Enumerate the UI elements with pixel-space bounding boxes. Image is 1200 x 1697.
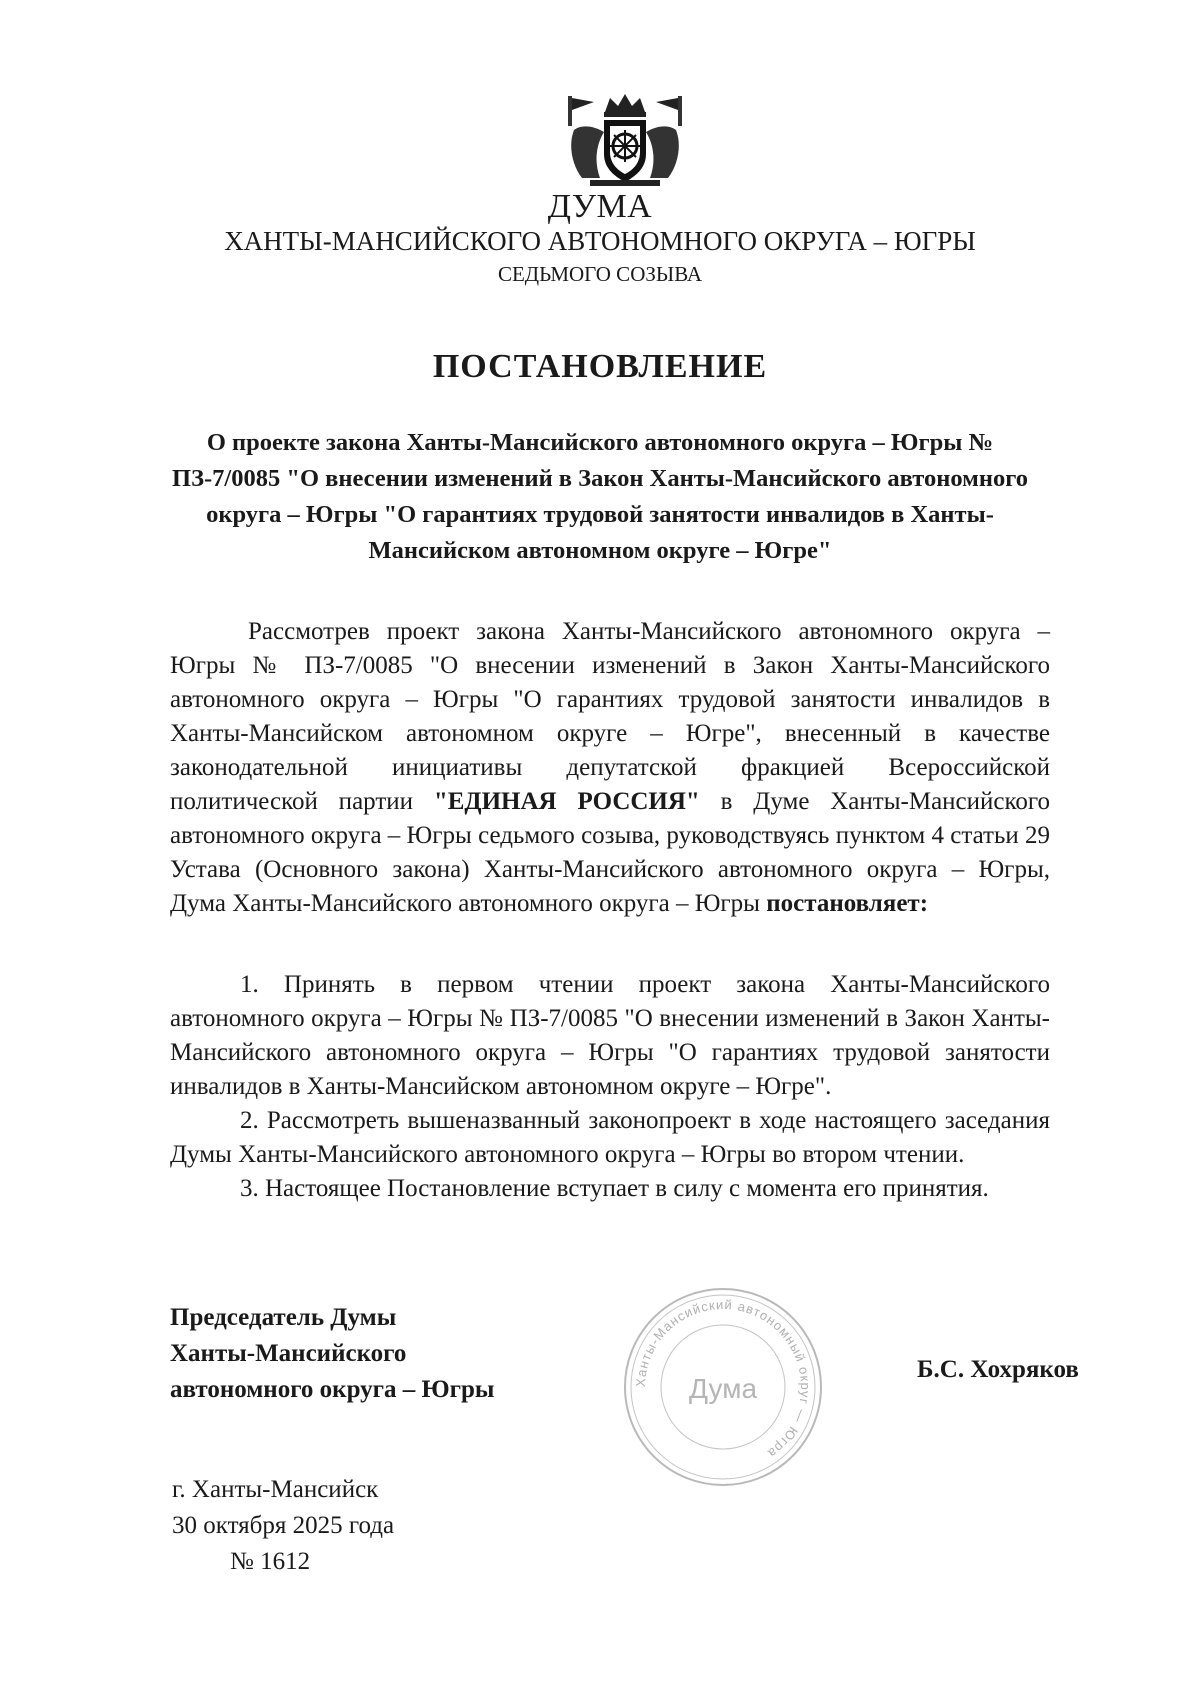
point-2: 2. Рассмотреть вышеназванный законопроект в ходе настоящего заседания Думы Ханты-Мансийского автономного округа – Югры во втором чтении. — [170, 1107, 1050, 1168]
decides-word: постановляет: — [766, 890, 929, 917]
preamble-paragraph — [170, 615, 1050, 921]
point-1: 1. Принять в первом чтении проект закона Ханты-Мансийского автономного округа – Югры № ПЗ-7/0085 "О внесении изменений в Закон Ханты-Мансийского автономного округа – Югры "О гарантиях трудовой занятости инвалидов в Ханты-Мансийском автономном округе – Югре". — [170, 971, 1050, 1100]
document-number: № 1612 — [230, 1548, 311, 1575]
date: 30 октября 2025 года — [172, 1512, 395, 1539]
header-okrug: ХАНТЫ-МАНСИЙСКОГО АВТОНОМНОГО ОКРУГА – ЮГРЫ — [224, 226, 976, 256]
official-seal — [618, 1282, 828, 1492]
document-title: ПОСТАНОВЛЕНИЕ — [432, 348, 768, 385]
signatory-position — [170, 1300, 494, 1408]
point-3: 3. Настоящее Постановление вступает в силу с момента его принятия. — [240, 1175, 989, 1202]
seal-ring-text: Ханты-Мансийский автономный округ — Югра — [632, 1296, 814, 1462]
resolution-points — [170, 968, 1050, 1206]
preamble-text-1: Рассмотрев проект закона Ханты-Мансийского автономного округа – Югры № ПЗ-7/0085 "О внесении изменений в Закон Ханты-Мансийского автономного округа – Югры "О гарантиях трудовой занятости инвалидов в Ханты-Мансийском автономном округе – Югре", внесенный в качестве законодательной инициативы депутатской фракцией Всероссийской политической партии — [170, 618, 1050, 815]
signatory-position-line-3: автономного округа – Югры — [170, 1376, 495, 1403]
signatory-position-line-2: Ханты-Мансийского — [170, 1340, 407, 1367]
city: г. Ханты-Мансийск — [172, 1476, 379, 1503]
seal-center-text: Дума — [688, 1373, 758, 1404]
document-subject: О проекте закона Ханты-Мансийского автономного округа – Югры № ПЗ-7/0085 "О внесении изменений в Закон Ханты-Мансийского автономного округа – Югры "О гарантиях трудовой занятости инвалидов в Ханты-Мансийском автономном округе – Югре" — [172, 429, 1028, 564]
header-sozyv: СЕДЬМОГО СОЗЫВА — [497, 262, 703, 286]
signatory-position-line-1: Председатель Думы — [170, 1304, 397, 1331]
signatory-name: Б.С. Хохряков — [917, 1356, 1079, 1383]
coat-of-arms-icon — [560, 90, 690, 190]
preamble-text-2: в Думе Ханты-Мансийского автономного округа – Югры седьмого созыва, руководствуясь пунктом 4 статьи 29 Устава (Основного закона) Ханты-Мансийского автономного округа – Югры, Дума Ханты-Мансийского автономного округа – Югры — [170, 788, 1050, 917]
party-name: "ЕДИНАЯ РОССИЯ" — [433, 788, 700, 815]
place-date-number — [172, 1472, 394, 1580]
header-duma: ДУМА — [547, 188, 653, 225]
